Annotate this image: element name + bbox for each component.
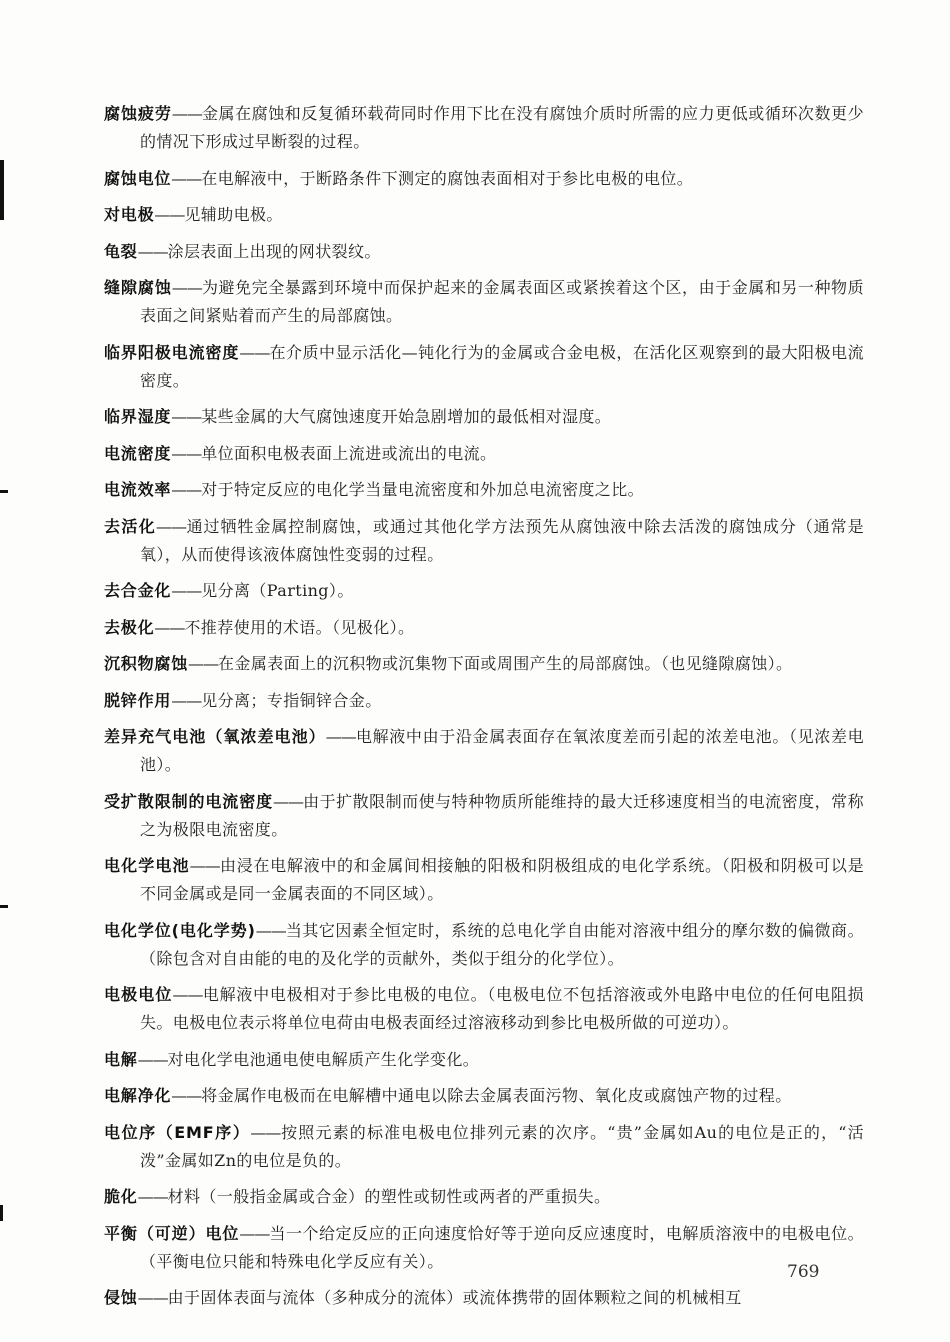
glossary-entry [104, 1119, 864, 1175]
entry-definition: 材料（一般指金属或合金）的塑性或韧性或两者的严重损失。 [167, 1187, 611, 1206]
entry-definition: 当其它因素全恒定时，系统的总电化学自由能对溶液中组分的摩尔数的偏微商。（除包含对自由能的电的及化学的贡献外，类似于组分的化学位）。 [140, 920, 864, 968]
entry-separator: —— [137, 1049, 168, 1069]
entry-separator: —— [154, 205, 185, 224]
glossary-entry [104, 1082, 864, 1110]
entry-term: 脱锌作用 [104, 690, 172, 710]
entry-separator: —— [137, 241, 168, 261]
entry-separator: —— [172, 985, 203, 1004]
glossary-entry [104, 981, 864, 1037]
glossary-entry [104, 1046, 864, 1074]
glossary-entry [104, 723, 864, 779]
glossary-entry [104, 917, 864, 973]
entry-definition: 电解液中电极相对于参比电极的电位。（电极电位不包括溶液或外电路中电位的任何电阻损失。电极电位表示将单位电荷由电极表面经过溶液移动到参比电极所做的可逆功）。 [140, 985, 864, 1032]
entry-term: 电极电位 [104, 985, 173, 1004]
entry-term: 电化学位(电化学势) [104, 920, 256, 940]
entry-definition: 电解液中由于沿金属表面存在氧浓度差而引起的浓差电池。（见浓差电池）。 [140, 727, 865, 774]
entry-definition: 由于固体表面与流体（多种成分的流体）或流体携带的固体颗粒之间的机械相互 [167, 1288, 742, 1307]
glossary-entry [104, 165, 864, 193]
entry-separator: —— [156, 516, 187, 536]
entry-definition: 由浸在电解液中的和金属间相接触的阳极和阴极组成的电化学系统。（阳极和阴极可以是不同金属或是同一金属表面的不同区域）。 [140, 856, 864, 903]
entry-term: 侵蚀 [104, 1288, 138, 1307]
entry-separator: —— [171, 1086, 202, 1105]
glossary-entry [104, 788, 864, 844]
binding-shadow-low [0, 905, 8, 908]
entry-separator: —— [154, 617, 185, 637]
entry-definition: 通过牺牲金属控制腐蚀，或通过其他化学方法预先从腐蚀液中除去活泼的腐蚀成分（通常是氧），从而使得该液体腐蚀性变弱的过程。 [140, 516, 864, 564]
entry-definition: 对电化学电池通电使电解质产生化学变化。 [167, 1049, 480, 1069]
glossary-entry [104, 476, 864, 504]
entry-definition: 单位面积电极表面上流进或流出的电流。 [201, 443, 497, 463]
entry-separator: —— [273, 791, 303, 811]
glossary-entry [104, 1220, 864, 1276]
entry-definition: 涂层表面上出现的网状裂纹。 [167, 241, 381, 261]
glossary-entry [104, 339, 864, 395]
entry-term: 腐蚀电位 [104, 168, 172, 188]
entry-definition: 见分离（Parting）。 [201, 581, 354, 600]
entry-separator: —— [171, 480, 202, 499]
page-number: 769 [787, 1262, 820, 1282]
entry-term: 腐蚀疲劳 [104, 104, 172, 123]
binding-shadow-mid [0, 490, 8, 493]
glossary-entry [104, 513, 864, 569]
entry-definition: 按照元素的标准电极电位排列元素的次序。“贵”金属如Au的电位是正的，“活泼”金属如Zn的电位是负的。 [140, 1122, 864, 1170]
entry-definition: 金属在腐蚀和反复循环载荷同时作用下比在没有腐蚀介质时所需的应力更低或循环次数更少的情况下形成过早断裂的过程。 [140, 104, 864, 151]
entry-term: 平衡（可逆）电位 [104, 1223, 240, 1243]
glossary-entry [104, 1284, 864, 1312]
entry-definition: 当一个给定反应的正向速度恰好等于逆向反应速度时，电解质溶液中的电极电位。（平衡电位只能和特殊电化学反应有关）。 [140, 1223, 864, 1271]
glossary-entry [104, 687, 864, 715]
binding-shadow-bottom [0, 1205, 3, 1221]
binding-shadow-top [0, 160, 4, 220]
entry-definition: 在电解液中，于断路条件下测定的腐蚀表面相对于参比电极的电位。 [201, 168, 694, 188]
glossary-entry [104, 440, 864, 468]
glossary-entry [104, 403, 864, 431]
entry-definition: 不推荐使用的术语。（见极化）。 [184, 617, 415, 637]
entry-separator: —— [171, 278, 202, 297]
entry-separator: —— [171, 104, 202, 123]
entry-separator: —— [171, 168, 202, 188]
entry-term: 电流密度 [104, 443, 172, 463]
glossary-entry [104, 577, 864, 605]
entry-definition: 某些金属的大气腐蚀速度开始急剧增加的最低相对湿度。 [201, 407, 612, 426]
entry-definition: 见分离；专指铜锌合金。 [201, 690, 382, 710]
glossary-entry [104, 238, 864, 266]
entry-term: 去活化 [104, 516, 157, 536]
entry-definition: 见辅助电极。 [184, 205, 283, 224]
entry-term: 临界湿度 [104, 407, 172, 426]
entry-term: 对电极 [104, 205, 155, 224]
glossary-entry [104, 852, 864, 908]
entry-definition: 将金属作电极而在电解槽中通电以除去金属表面污物、氧化皮或腐蚀产物的过程。 [201, 1086, 792, 1105]
glossary-entry [104, 100, 864, 156]
entry-separator: —— [239, 342, 270, 362]
entry-term: 龟裂 [104, 241, 138, 261]
entry-term: 去合金化 [104, 581, 172, 600]
entry-separator: —— [239, 1223, 270, 1243]
entry-separator: —— [250, 1122, 281, 1142]
entry-term: 临界阳极电流密度 [104, 342, 240, 362]
entry-definition: 为避免完全暴露到环境中而保护起来的金属表面区或紧挨着这个区，由于金属和另一种物质表面之间紧贴着而产生的局部腐蚀。 [140, 278, 864, 325]
entry-term: 电化学电池 [104, 856, 190, 875]
entry-separator: —— [171, 407, 202, 426]
entry-definition: 由于扩散限制而使与特种物质所能维持的最大迁移速度相当的电流密度，常称之为极限电流密度。 [140, 791, 864, 839]
entry-separator: —— [137, 1187, 168, 1206]
glossary-entry [104, 274, 864, 330]
entry-separator: —— [171, 690, 202, 710]
glossary-list [104, 100, 864, 1321]
entry-term: 差异充气电池（氧浓差电池） [104, 727, 326, 746]
glossary-entry [104, 614, 864, 642]
entry-separator: —— [188, 654, 219, 673]
glossary-entry [104, 201, 864, 229]
entry-term: 去极化 [104, 617, 155, 637]
entry-definition: 在介质中显示活化—钝化行为的金属或合金电极，在活化区观察到的最大阳极电流密度。 [140, 342, 864, 390]
entry-term: 受扩散限制的电流密度 [104, 791, 273, 811]
entry-term: 电解净化 [104, 1086, 172, 1105]
entry-term: 沉积物腐蚀 [104, 654, 189, 673]
entry-separator: —— [189, 856, 220, 875]
entry-term: 缝隙腐蚀 [104, 278, 172, 297]
entry-separator: —— [171, 581, 202, 600]
entry-term: 电解 [104, 1049, 138, 1069]
entry-term: 脆化 [104, 1187, 138, 1206]
glossary-entry [104, 1183, 864, 1211]
glossary-entry [104, 650, 864, 678]
entry-separator: —— [325, 727, 356, 746]
entry-term: 电位序（EMF序） [104, 1122, 251, 1142]
entry-separator: —— [137, 1288, 168, 1307]
entry-definition: 对于特定反应的电化学当量电流密度和外加总电流密度之比。 [201, 480, 645, 499]
entry-separator: —— [171, 443, 202, 463]
entry-definition: 在金属表面上的沉积物或沉集物下面或周围产生的局部腐蚀。（也见缝隙腐蚀）。 [218, 654, 793, 673]
entry-term: 电流效率 [104, 480, 172, 499]
entry-separator: —— [255, 920, 286, 940]
